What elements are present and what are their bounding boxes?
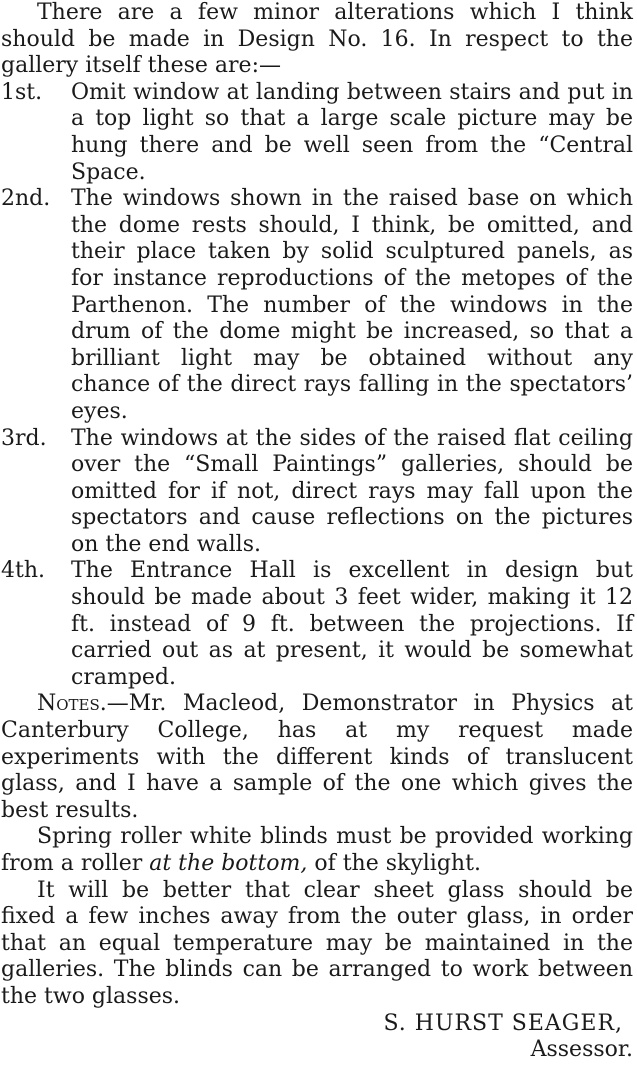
blinds-paragraph (1, 824, 633, 877)
list-item-3 (1, 426, 633, 559)
blinds-text-before: Spring roller white blinds must be provided working from a roller (1, 824, 633, 876)
notes-text: —Mr. Macleod, Demonstrator in Physics at Canterbury College, has at my request made experiments with the different kinds of translucent glass, and I have a sample of the one which gives the best results. (1, 691, 633, 823)
item-number: 3rd. (1, 425, 47, 451)
notes-label: Notes. (37, 691, 107, 717)
list-item-1 (1, 80, 633, 186)
list-item-2 (1, 186, 633, 425)
signature-name: S. HURST SEAGER, (383, 1010, 623, 1036)
list-item-4 (1, 558, 633, 691)
item-text: The Entrance Hall is excellent in design but should be made about 3 feet wider, making it 12 ft. instead of 9 ft. between the projections. If carried out as at present, it would be somewhat cramped. (71, 558, 633, 690)
blinds-text-after: of the skylight. (307, 851, 481, 876)
intro-paragraph: There are a few minor alterations which I think should be made in Design No. 16. In respect to the gallery itself these are:— (1, 0, 633, 79)
blinds-emphasis: at the bottom, (149, 851, 308, 876)
item-number: 1st. (1, 79, 43, 105)
notes-paragraph (1, 691, 633, 824)
item-number: 4th. (1, 558, 45, 584)
signature-title: Assessor. (530, 1037, 633, 1063)
item-text: The windows at the sides of the raised flat ceiling over the “Small Paintings” galleries, should be omitted for if not, direct rays may fall upon the spectators and cause reflections on the pictures on the end walls. (71, 425, 633, 557)
item-number: 2nd. (1, 186, 51, 212)
glass-paragraph: It will be better that clear sheet glass should be fixed a few inches away from the outer glass, in order that an equal temperature may be maintained in the galleries. The blinds can be arranged to work between the two glasses. (1, 877, 633, 1009)
item-text: Omit window at landing between stairs and put in a top light so that a large scale picture may be hung there and be well seen from the “Central Space. (71, 79, 633, 185)
item-text: The windows shown in the raised base on which the dome rests should, I think, be omitted, and their place taken by solid sculptured panels, as for instance reproductions of the metopes of the Parthenon. The number of the windows in the drum of the dome might be increased, so that a brilliant light may be obtained without any chance of the direct rays falling in the spectators’ eyes. (71, 186, 633, 424)
